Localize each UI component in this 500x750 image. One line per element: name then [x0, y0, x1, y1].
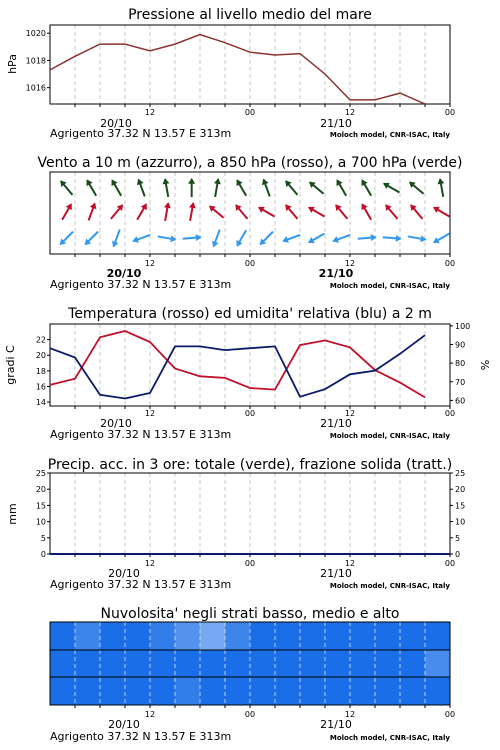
- x-tick-label-4-3: 00: [444, 559, 456, 568]
- wind-10m-arrow-2: [113, 230, 120, 247]
- humidity-ylabel: %: [479, 359, 492, 371]
- x-tick-label-4-0: 12: [144, 559, 156, 568]
- y-tick-right-label-3-0: 60: [455, 396, 466, 406]
- cloud-cell-0-7: [225, 622, 251, 650]
- wind-10m-arrow-14: [408, 236, 426, 241]
- precip-date-2: 21/10: [320, 567, 352, 580]
- pressure-location: Agrigento 37.32 N 13.57 E 313m: [50, 127, 232, 140]
- x-tick-label-2-0: 12: [144, 259, 156, 268]
- y-tick-label-4-3: 15: [35, 501, 46, 511]
- y-tick-label-3-4: 22: [35, 335, 46, 345]
- cloud-cell-0-5: [175, 622, 201, 650]
- wind-850-arrow-12: [362, 204, 371, 220]
- y-tick-label-4-0: 0: [40, 550, 46, 559]
- cloud-cell-2-5: [175, 677, 201, 705]
- x-tick-label-5-1: 00: [244, 710, 256, 719]
- cloud-cell-0-0: [50, 622, 76, 650]
- wind-700-arrow-5: [189, 179, 194, 197]
- humidity-y-ticks: [450, 322, 470, 406]
- wind-frame: [50, 172, 450, 254]
- x-tick-label-1-3: 00: [444, 108, 456, 117]
- wind-10m-arrow-5: [183, 235, 201, 240]
- x-tick-label-3-3: 00: [444, 409, 456, 418]
- y-tick-right-label-4-0: 0: [455, 550, 461, 559]
- x-tick-label-3-1: 00: [244, 409, 256, 418]
- x-tick-label-5-2: 12: [344, 710, 356, 719]
- wind-850-arrow-4: [165, 203, 170, 221]
- wind-date-2: 21/10: [318, 267, 354, 280]
- pressure-ylabel: hPa: [6, 54, 19, 74]
- wind-10m-arrow-9: [283, 235, 300, 242]
- x-tick-label-4-2: 12: [344, 559, 356, 568]
- wind-panel: [37, 155, 462, 291]
- wind-850-arrow-1: [89, 204, 96, 221]
- wind-700-arrow-1: [87, 180, 96, 196]
- wind-850-arrow-13: [386, 205, 398, 219]
- cloud-cell-2-7: [225, 677, 251, 705]
- wind-700-arrow-13: [384, 183, 400, 192]
- cloud-cell-1-0: [50, 650, 76, 677]
- precip-x-ticks: [75, 554, 455, 568]
- cloud-cell-1-9: [275, 650, 301, 677]
- y-tick-label-4-2: 10: [35, 517, 46, 527]
- wind-10m-arrow-1: [85, 232, 98, 245]
- wind-10m-arrow-8: [260, 232, 273, 245]
- wind-10m-arrow-13: [383, 236, 401, 241]
- temperature-ylabel: gradi C: [4, 345, 17, 385]
- temperature-date-2: 21/10: [320, 417, 352, 430]
- wind-700-arrow-3: [138, 180, 145, 197]
- y-tick-label-4-4: 20: [35, 485, 46, 495]
- wind-850-arrow-0: [62, 204, 71, 220]
- wind-700-arrow-12: [362, 180, 371, 196]
- cloud-cell-0-8: [250, 622, 276, 650]
- y-tick-label-1-2: 1020: [25, 29, 46, 39]
- y-tick-right-label-4-5: 25: [455, 469, 466, 478]
- wind-850-arrow-15: [434, 207, 450, 216]
- cloud-cell-2-4: [150, 677, 176, 705]
- cloud-cell-2-10: [300, 677, 326, 705]
- cloud-cell-1-6: [200, 650, 226, 677]
- y-tick-label-4-1: 5: [40, 533, 46, 543]
- y-tick-label-1-0: 1016: [25, 83, 46, 93]
- x-tick-label-2-1: 00: [244, 259, 256, 268]
- cloud-cell-1-1: [75, 650, 101, 677]
- wind-850-arrow-6: [210, 206, 224, 218]
- cloud-cell-2-1: [75, 677, 101, 705]
- cloud-cell-0-14: [400, 622, 426, 650]
- wind-850-arrow-14: [411, 205, 423, 219]
- wind-850-arrow-2: [111, 205, 123, 219]
- y-tick-right-label-4-3: 15: [455, 501, 466, 511]
- pressure-frame: [50, 25, 450, 104]
- pressure-x-ticks: [75, 104, 455, 117]
- cloud-cell-0-9: [275, 622, 301, 650]
- wind-title: Vento a 10 m (azzurro), a 850 hPa (rosso), a 700 hPa (verde): [37, 155, 463, 171]
- temperature-y-ticks: [36, 336, 50, 407]
- wind-10m-arrow-4: [158, 236, 176, 241]
- cloud-cell-2-12: [350, 677, 376, 705]
- precip-y-ticks: [36, 469, 50, 559]
- cloud-cell-1-14: [400, 650, 426, 677]
- y-tick-label-3-2: 18: [35, 366, 46, 376]
- x-tick-label-3-0: 12: [144, 409, 156, 418]
- wind-700-arrow-8: [263, 180, 270, 197]
- cloud-cell-2-8: [250, 677, 276, 705]
- cloud-cell-0-10: [300, 622, 326, 650]
- wind-850-arrow-7: [236, 205, 248, 219]
- x-tick-label-1-1: 00: [244, 108, 256, 117]
- x-tick-label-4-1: 00: [244, 559, 256, 568]
- wind-10m-arrow-0: [60, 232, 73, 245]
- precip-frame: [50, 473, 450, 554]
- wind-850-arrow-3: [137, 204, 146, 220]
- wind-700-arrow-7: [237, 180, 246, 196]
- wind-850-arrow-11: [336, 205, 348, 219]
- temperature-panel: [4, 306, 492, 441]
- cloud-title: Nuvolosita' negli strati basso, medio e alto: [100, 606, 400, 622]
- y-tick-label-3-1: 16: [35, 382, 46, 392]
- wind-arrows: [60, 179, 449, 246]
- cloud-cell-1-4: [150, 650, 176, 677]
- cloud-cell-1-11: [325, 650, 351, 677]
- wind-10m-arrow-15: [434, 234, 450, 243]
- x-tick-label-2-3: 00: [444, 259, 456, 268]
- precip-grid: [75, 473, 425, 554]
- cloud-cell-2-9: [275, 677, 301, 705]
- cloud-source: Moloch model, CNR-ISAC, Italy: [329, 734, 450, 742]
- wind-850-arrow-5: [190, 203, 195, 221]
- precip-title: Precip. acc. in 3 ore: totale (verde), frazione solida (tratt.): [47, 457, 453, 473]
- pressure-date-1: 20/10: [100, 117, 132, 130]
- wind-850-arrow-9: [286, 205, 298, 219]
- y-tick-right-label-3-1: 70: [455, 377, 466, 387]
- wind-10m-arrow-3: [133, 235, 150, 242]
- wind-10m-arrow-6: [213, 230, 220, 247]
- temperature-line: [50, 331, 425, 397]
- temperature-grid: [75, 324, 425, 406]
- wind-10m-arrow-12: [358, 235, 376, 240]
- x-tick-label-1-2: 12: [344, 108, 356, 117]
- y-tick-label-1-1: 1018: [25, 56, 46, 66]
- cloud-cell-0-12: [350, 622, 376, 650]
- cloud-cell-2-6: [200, 677, 226, 705]
- wind-source: Moloch model, CNR-ISAC, Italy: [329, 282, 450, 290]
- cloud-cell-1-5: [175, 650, 201, 677]
- y-tick-right-label-3-2: 80: [455, 359, 466, 369]
- temperature-frame: [50, 324, 450, 406]
- y-tick-label-3-3: 20: [35, 351, 46, 361]
- x-tick-label-3-2: 12: [344, 409, 356, 418]
- wind-10m-arrow-7: [237, 230, 246, 246]
- precip-ylabel: mm: [6, 503, 19, 525]
- humidity-line: [50, 335, 425, 398]
- x-tick-label-1-0: 12: [144, 108, 156, 117]
- cloud-cell-1-3: [125, 650, 151, 677]
- y-tick-right-label-3-3: 90: [455, 340, 466, 350]
- wind-700-arrow-6: [215, 179, 220, 197]
- wind-700-arrow-0: [61, 181, 73, 195]
- wind-700-arrow-11: [337, 180, 346, 196]
- cloud-cell-0-13: [375, 622, 401, 650]
- y-tick-right-label-4-1: 5: [455, 533, 461, 543]
- pressure-panel: [6, 7, 455, 140]
- y-tick-label-3-0: 14: [35, 398, 46, 408]
- cloud-cell-1-12: [350, 650, 376, 677]
- wind-700-arrow-4: [163, 179, 168, 197]
- temperature-date-1: 20/10: [100, 417, 132, 430]
- cloud-cell-1-7: [225, 650, 251, 677]
- cloud-cell-0-11: [325, 622, 351, 650]
- pressure-source: Moloch model, CNR-ISAC, Italy: [329, 131, 450, 139]
- precip-panel: [6, 457, 465, 591]
- cloud-cell-0-15: [425, 622, 451, 650]
- cloud-panel: [50, 606, 455, 743]
- wind-850-arrow-10: [309, 207, 325, 216]
- wind-location: Agrigento 37.32 N 13.57 E 313m: [50, 278, 232, 291]
- y-tick-right-label-4-2: 10: [455, 517, 466, 527]
- cloud-cell-0-2: [100, 622, 126, 650]
- cloud-cell-1-13: [375, 650, 401, 677]
- precip-date-1: 20/10: [108, 567, 140, 580]
- cloud-cell-2-13: [375, 677, 401, 705]
- wind-700-arrow-9: [286, 181, 298, 195]
- temperature-x-ticks: [75, 406, 455, 418]
- temperature-title: Temperatura (rosso) ed umidita' relativa (blu) a 2 m: [68, 306, 432, 322]
- pressure-line: [50, 35, 425, 105]
- precip-location: Agrigento 37.32 N 13.57 E 313m: [50, 578, 232, 591]
- cloud-cell-2-2: [100, 677, 126, 705]
- wind-700-arrow-10: [310, 182, 324, 194]
- cloud-location: Agrigento 37.32 N 13.57 E 313m: [50, 730, 232, 743]
- cloud-cell-1-10: [300, 650, 326, 677]
- y-tick-right-label-3-4: 100: [455, 321, 471, 331]
- temperature-source: Moloch model, CNR-ISAC, Italy: [329, 432, 450, 440]
- temperature-location: Agrigento 37.32 N 13.57 E 313m: [50, 428, 232, 441]
- cloud-cell-0-6: [200, 622, 226, 650]
- wind-10m-arrow-11: [333, 235, 350, 242]
- cloud-cell-0-3: [125, 622, 151, 650]
- wind-700-arrow-2: [112, 180, 121, 196]
- pressure-series: [50, 35, 425, 105]
- wind-700-arrow-15: [438, 179, 443, 197]
- y-tick-right-label-4-4: 20: [455, 485, 466, 495]
- pressure-date-2: 21/10: [320, 117, 352, 130]
- x-tick-label-5-3: 00: [444, 710, 456, 719]
- cloud-cell-0-1: [75, 622, 101, 650]
- cloud-x-ticks: [75, 705, 455, 719]
- temperature-series: [50, 331, 425, 399]
- wind-grid: [75, 172, 425, 254]
- precip-source: Moloch model, CNR-ISAC, Italy: [329, 582, 450, 590]
- cloud-date-2: 21/10: [320, 718, 352, 731]
- cloud-cell-2-11: [325, 677, 351, 705]
- x-tick-label-5-0: 12: [144, 710, 156, 719]
- wind-10m-arrow-10: [309, 234, 325, 243]
- cloud-cell-2-3: [125, 677, 151, 705]
- cloud-cell-1-15: [425, 650, 451, 677]
- x-tick-label-2-2: 12: [344, 259, 356, 268]
- precip-y-ticks-right: [450, 469, 465, 559]
- cloud-cell-2-0: [50, 677, 76, 705]
- cloud-cell-1-8: [250, 650, 276, 677]
- cloud-cell-0-4: [150, 622, 176, 650]
- cloud-cell-2-15: [425, 677, 451, 705]
- y-tick-label-4-5: 25: [35, 469, 46, 478]
- pressure-title: Pressione al livello medio del mare: [128, 7, 372, 23]
- wind-850-arrow-8: [259, 207, 275, 216]
- wind-x-ticks: [75, 254, 455, 268]
- cloud-date-1: 20/10: [108, 718, 140, 731]
- wind-700-arrow-14: [410, 182, 424, 194]
- pressure-grid: [75, 25, 425, 104]
- pressure-y-ticks: [26, 29, 50, 92]
- cloud-cell-2-14: [400, 677, 426, 705]
- wind-date-1: 20/10: [106, 267, 142, 280]
- cloud-cell-1-2: [100, 650, 126, 677]
